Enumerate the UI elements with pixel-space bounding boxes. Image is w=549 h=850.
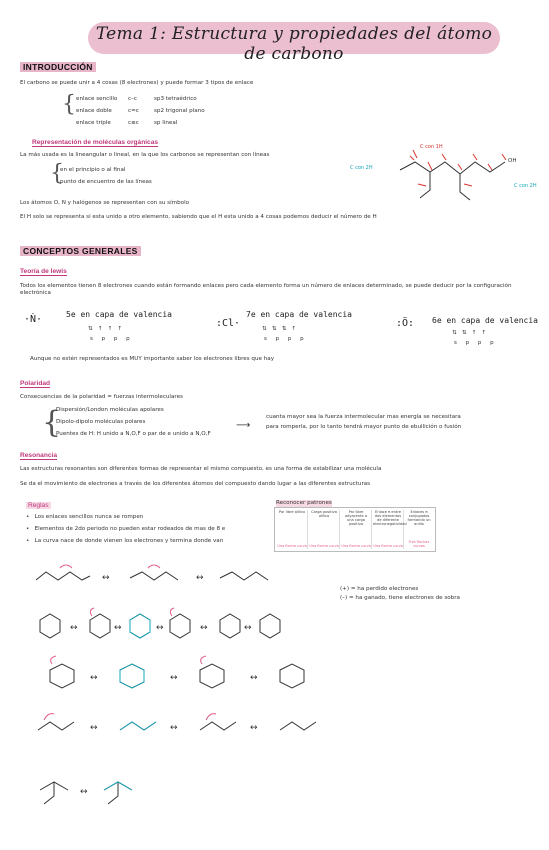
bond-formula-3: c≡c (128, 120, 139, 126)
polaridad-item-1: Dispersión/London moléculas apolares (56, 407, 164, 413)
svg-text:↔: ↔ (200, 623, 208, 633)
patrones-heading: Reconocer patrones (276, 500, 332, 506)
bond-name-1: enlace sencillo (76, 96, 118, 102)
charge-negative: (–) = ha ganado, tiene electrones de sobra (340, 595, 460, 601)
representation-text: La más usada es la lineangular o lineal, en la que los carbonos se representan con líneas (20, 152, 270, 158)
lewis-n-label: 5e en capa de valencia (66, 310, 172, 319)
pattern-cell-3: Par libre adyacente a una carga positiva Una flecha curva (341, 510, 371, 548)
reglas-heading: Reglas (28, 502, 49, 509)
polaridad-result-1: cuanta mayor sea la fuerza intermolecular mas energía se necesitara (266, 414, 461, 420)
bond-hyb-3: sp lineal (154, 120, 178, 126)
svg-text:↔: ↔ (70, 623, 78, 633)
svg-text:↔: ↔ (156, 623, 164, 633)
lewis-o-orbitals: s p p p (454, 340, 494, 346)
intro-text: El carbono se puede unir a 4 cosas (8 electrones) y puede formar 3 tipos de enlace (20, 80, 254, 86)
intro-heading: INTRODUCCIÓN (20, 62, 96, 72)
lewis-text: Todos los elementos tienen 8 electrones cuando están formando enlaces pero cada elemento forma un número de enlaces determinado, se puede deducir por la configuración electrónica (20, 283, 512, 296)
regla-1: • Los enlaces sencillos nunca se rompen (26, 514, 144, 520)
bond-hyb-1: sp3 tetraédrico (154, 96, 197, 102)
conceptos-heading: CONCEPTOS GENERALES (20, 246, 141, 256)
resonancia-text-2: Se da el movimiento de electrones a través de los diferentes átomos del compuesto dando lugar a las diferentes estructuras (20, 481, 371, 487)
representation-heading: Representación de moléculas orgánicas (32, 139, 159, 146)
polaridad-brace: { (42, 405, 62, 440)
lewis-cl-boxes: ⇅ ⇅ ⇅ ↑ (262, 326, 297, 332)
lewis-cl-orbitals: s p p p (264, 336, 304, 342)
svg-text:↔: ↔ (90, 723, 98, 733)
representation-brace: { (50, 161, 64, 186)
linear-molecule-diagram (380, 140, 540, 210)
bond-formula-2: c=c (128, 108, 139, 114)
regla-3: • La curva nace de donde vienen los electrones y termina donde van (26, 538, 224, 544)
lewis-note: Aunque no estén representados es MUY importante saber los electrones libres que hay (30, 356, 275, 362)
svg-text:↔: ↔ (80, 787, 88, 797)
bond-name-2: enlace doble (76, 108, 112, 114)
polaridad-result-2: para romperla, por lo tanto tendrá mayor punto de ebullición o fusión (266, 424, 462, 430)
lewis-o-label: 6e en capa de valencia (432, 316, 538, 325)
svg-text:↔: ↔ (170, 673, 178, 683)
bond-formula-1: c–c (128, 96, 137, 102)
lewis-o-boxes: ⇅ ⇅ ↑ ↑ (452, 330, 487, 336)
lewis-cl-symbol: :Cl· (216, 318, 241, 329)
lewis-o-symbol: :Ö: (396, 318, 415, 329)
charge-positive: (+) = ha perdido electrones (340, 586, 419, 592)
resonance-structures (30, 560, 340, 850)
polaridad-heading: Polaridad (20, 380, 51, 387)
atoms-text: Los átomos O, N y halógenos se representan con su símbolo (20, 200, 190, 206)
resonancia-heading: Resonancia (20, 452, 58, 459)
polaridad-item-2: Dipolo-dipolo moléculas polares (56, 419, 146, 425)
lewis-cl-label: 7e en capa de valencia (246, 310, 352, 319)
svg-text:↔: ↔ (244, 623, 252, 633)
pattern-cell-5: Enlaces π conjugados formando un anillo Tres flechas curvas (407, 510, 431, 548)
lewis-n-symbol: ·Ṅ· (24, 314, 43, 325)
polaridad-arrow: ⟶ (236, 420, 251, 431)
lewis-heading: Teoría de lewis (20, 268, 67, 275)
representation-item-1: en el principio o al final (60, 167, 126, 173)
pattern-cell-4: Enlace π entre dos elementos de diferente electronegatividad Una flecha curva (373, 510, 407, 548)
lewis-n-orbitals: s p p p (90, 336, 130, 342)
polaridad-text: Consecuencias de la polaridad = fuerzas intermoleculares (20, 394, 183, 400)
pattern-cell-1: Par libre alílico Una flecha curva (277, 510, 307, 548)
svg-text:↔: ↔ (250, 723, 258, 733)
label-oh: OH (508, 158, 517, 164)
regla-2: • Elementos de 2do periodo no pueden estar rodeados de mas de 8 e (26, 526, 226, 532)
svg-text:↔: ↔ (90, 673, 98, 683)
bond-brace: { (62, 92, 76, 117)
page-title: Tema 1: Estructura y propiedades del átomo de carbono (95, 24, 493, 64)
pattern-cell-2: Carga positiva alílica Una flecha curva (309, 510, 339, 548)
patterns-table (274, 507, 436, 552)
svg-text:↔: ↔ (250, 673, 258, 683)
bond-hyb-2: sp2 trigonal plano (154, 108, 205, 114)
svg-text:↔: ↔ (102, 573, 110, 583)
svg-text:↔: ↔ (196, 573, 204, 583)
svg-text:↔: ↔ (114, 623, 122, 633)
representation-item-2: punto de encuentro de las líneas (60, 179, 152, 185)
polaridad-item-3: Puentes de H: H unido a N,O,F o par de e unido a N,O,F (56, 431, 211, 437)
bond-name-3: enlace triple (76, 120, 111, 126)
lewis-n-boxes: ⇅ ↑ ↑ ↑ (88, 326, 123, 332)
svg-text:↔: ↔ (170, 723, 178, 733)
label-c1h: C con 1H (420, 144, 443, 150)
resonancia-text-1: Las estructuras resonantes son diferentes formas de representar el mismo compuesto, es una forma de estabilizar una molécula (20, 466, 382, 472)
label-c2h-left: C con 2H (350, 165, 373, 171)
h-text: El H solo se representa si esta unido a otro elemento, sabiendo que el H esta unido a 4 cosas podemos deducir el número de H (20, 214, 377, 220)
label-c2h-right: C con 2H (514, 183, 537, 189)
